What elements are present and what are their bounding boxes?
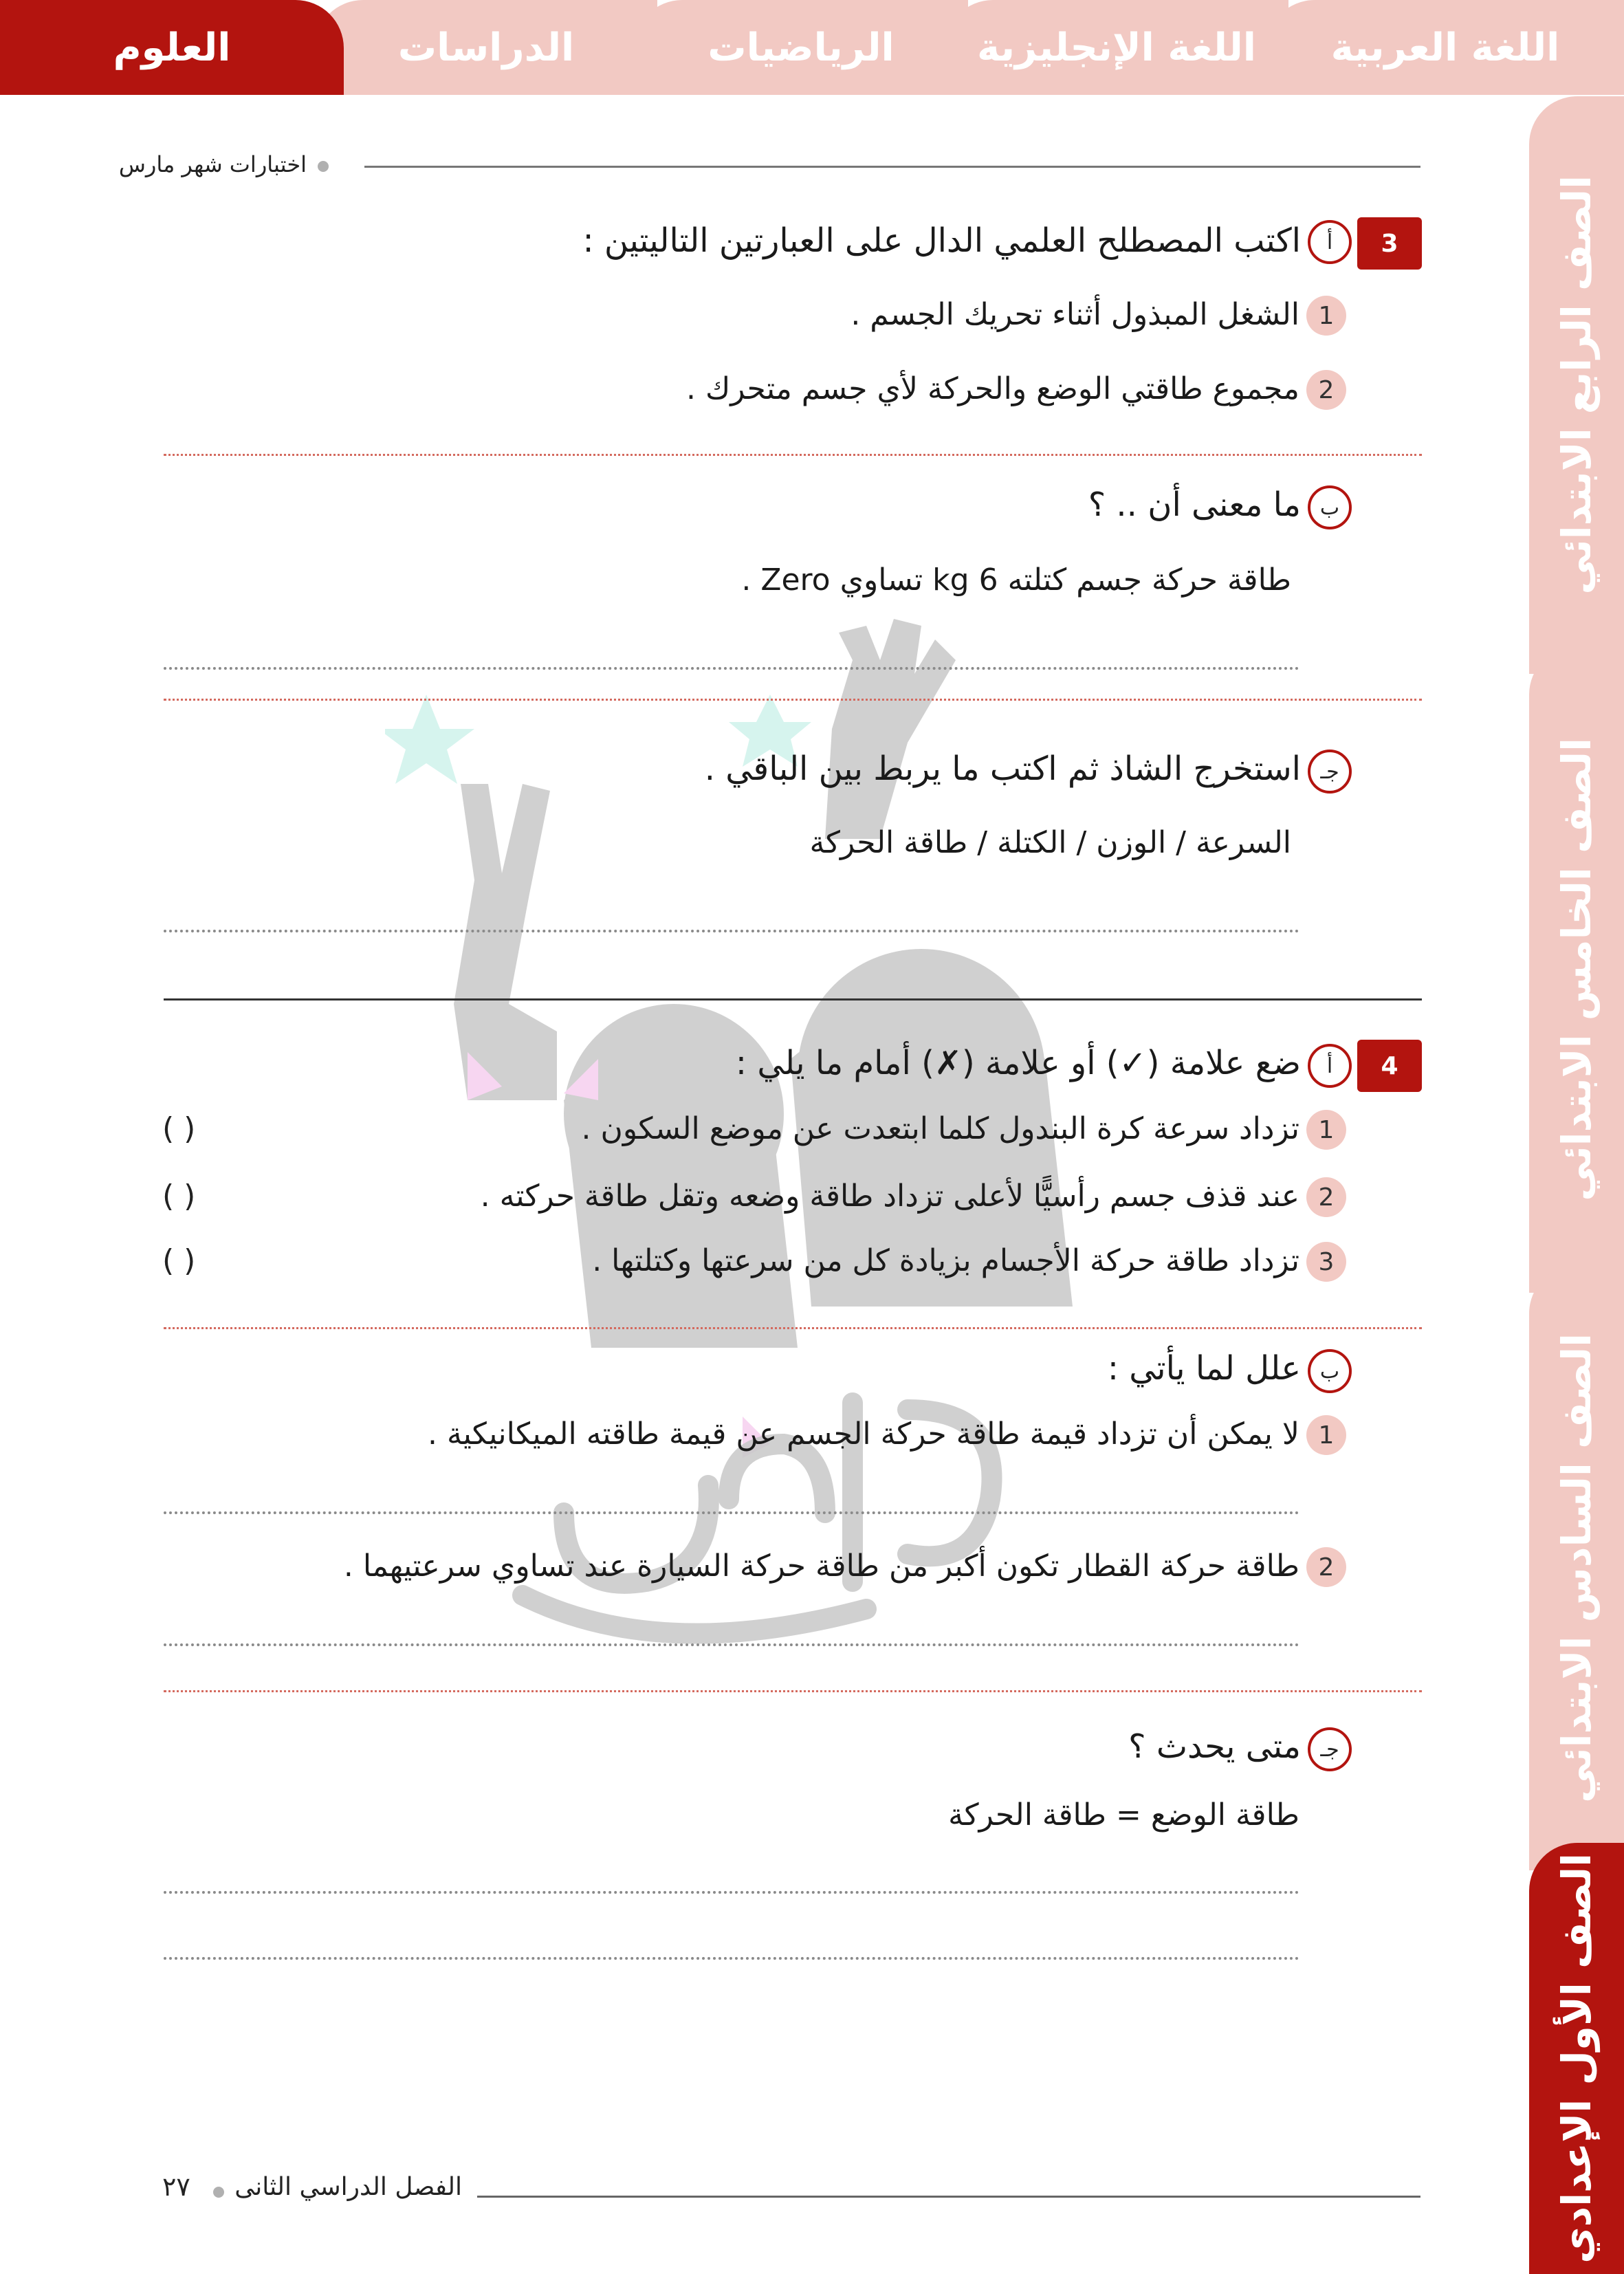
answer-line[interactable]: [164, 1891, 1299, 1894]
q3b-letter: ب: [1308, 485, 1352, 529]
answer-parentheses[interactable]: ( ): [162, 1243, 196, 1278]
q4b-item-1-text: لا يمكن أن تزداد قيمة طاقة حركة الجسم عن قيمة طاقته الميكانيكية .: [428, 1417, 1299, 1452]
q4a-item-1-number: 1: [1306, 1110, 1346, 1150]
grade-tabs: [1528, 96, 1624, 2274]
q4b-item-2-number: 2: [1306, 1547, 1346, 1587]
tab-science[interactable]: العلوم: [0, 0, 344, 95]
tab-math[interactable]: الرياضيات: [634, 0, 968, 95]
q4a-item-2-text: عند قذف جسم رأسيًّا لأعلى تزداد طاقة وضعه وتقل طاقة حركته .: [480, 1179, 1299, 1214]
q3c-letter: جـ: [1308, 750, 1352, 794]
q4a-item-3-text: تزداد طاقة حركة الأجسام بزيادة كل من سرعتها وكتلتها .: [592, 1243, 1299, 1278]
question-divider: [164, 998, 1422, 1001]
q4b-letter: ب: [1308, 1349, 1352, 1393]
grade-tab-5th-primary[interactable]: [1529, 646, 1624, 1293]
q4b-item-2-text: طاقة حركة القطار تكون أكبر من طاقة حركة السيارة عند تساوي سرعتيهما .: [343, 1549, 1299, 1584]
q3a-letter: أ: [1308, 220, 1352, 264]
grade-tab-4th-primary[interactable]: [1529, 96, 1624, 674]
answer-line[interactable]: [164, 1511, 1299, 1514]
subject-tabs: [0, 0, 1624, 96]
grade-tab-label: الصف الرابع الابتدائي: [1553, 175, 1600, 595]
section-divider: [164, 454, 1422, 456]
q4a-item-2-number: 2: [1306, 1177, 1346, 1217]
q3a-item-2-text: مجموع طاقتي الوضع والحركة لأي جسم متحرك .: [686, 371, 1299, 406]
answer-line[interactable]: [164, 667, 1299, 670]
q4b-item-1-number: 1: [1306, 1415, 1346, 1455]
q3a-item-2-number: 2: [1306, 370, 1346, 410]
page-number: ٢٧: [162, 2172, 190, 2202]
answer-parentheses[interactable]: ( ): [162, 1111, 196, 1146]
grade-tab-label: الصف السادس الابتدائي: [1553, 1333, 1600, 1803]
section-divider: [164, 1690, 1422, 1692]
q4a-item-3-number: 3: [1306, 1242, 1346, 1282]
q3c-title: استخرج الشاذ ثم اكتب ما يربط بين الباقي .: [704, 750, 1301, 788]
answer-line[interactable]: [164, 1643, 1299, 1646]
answer-line[interactable]: [164, 1957, 1299, 1960]
answer-parentheses[interactable]: ( ): [162, 1179, 196, 1214]
q4b-title: علل لما يأتي :: [1107, 1349, 1301, 1388]
footer-rule: [477, 2196, 1420, 2198]
header-title: اختبارات شهر مارس: [118, 151, 307, 177]
q4c-text: طاقة الوضع = طاقة الحركة: [948, 1797, 1299, 1833]
q3b-text: طاقة حركة جسم كتلته 6 kg تساوي Zero .: [741, 562, 1291, 598]
footer-bullet: [213, 2187, 224, 2198]
q3c-text: السرعة / الوزن / الكتلة / طاقة الحركة: [809, 825, 1291, 860]
q4c-title: متى يحدث ؟: [1128, 1727, 1301, 1766]
q3a-item-1-number: 1: [1306, 296, 1346, 336]
q4c-letter: جـ: [1308, 1727, 1352, 1771]
grade-tab-label: الصف الأول الإعدادي: [1553, 1853, 1600, 2264]
q4a-title: ضع علامة (✓) أو علامة (✗) أمام ما يلي :: [735, 1044, 1301, 1082]
tab-arabic[interactable]: اللغة العربية: [1266, 0, 1624, 95]
grade-tab-label: الصف الخامس الابتدائي: [1553, 738, 1600, 1201]
question-4-badge: 4: [1357, 1040, 1422, 1092]
q4a-letter: أ: [1308, 1044, 1352, 1088]
header-bullet: [318, 161, 329, 172]
header-rule: [364, 166, 1420, 168]
tab-english[interactable]: اللغة الإنجليزية: [945, 0, 1288, 95]
q4a-item-1-text: تزداد سرعة كرة البندول كلما ابتعدت عن موضع السكون .: [581, 1111, 1299, 1146]
section-divider: [164, 699, 1422, 701]
grade-tab-1st-preparatory[interactable]: [1529, 1843, 1624, 2274]
answer-line[interactable]: [164, 930, 1299, 932]
tab-social-studies[interactable]: الدراسات: [315, 0, 657, 95]
grade-tab-6th-primary[interactable]: [1529, 1265, 1624, 1870]
footer-term: الفصل الدراسي الثانى: [234, 2173, 462, 2201]
question-3-badge: 3: [1357, 217, 1422, 270]
q3b-title: ما معنى أن .. ؟: [1088, 485, 1301, 524]
q3a-item-1-text: الشغل المبذول أثناء تحريك الجسم .: [851, 297, 1299, 332]
section-divider: [164, 1327, 1422, 1329]
q3a-title: اكتب المصطلح العلمي الدال على العبارتين التاليتين :: [582, 221, 1301, 260]
